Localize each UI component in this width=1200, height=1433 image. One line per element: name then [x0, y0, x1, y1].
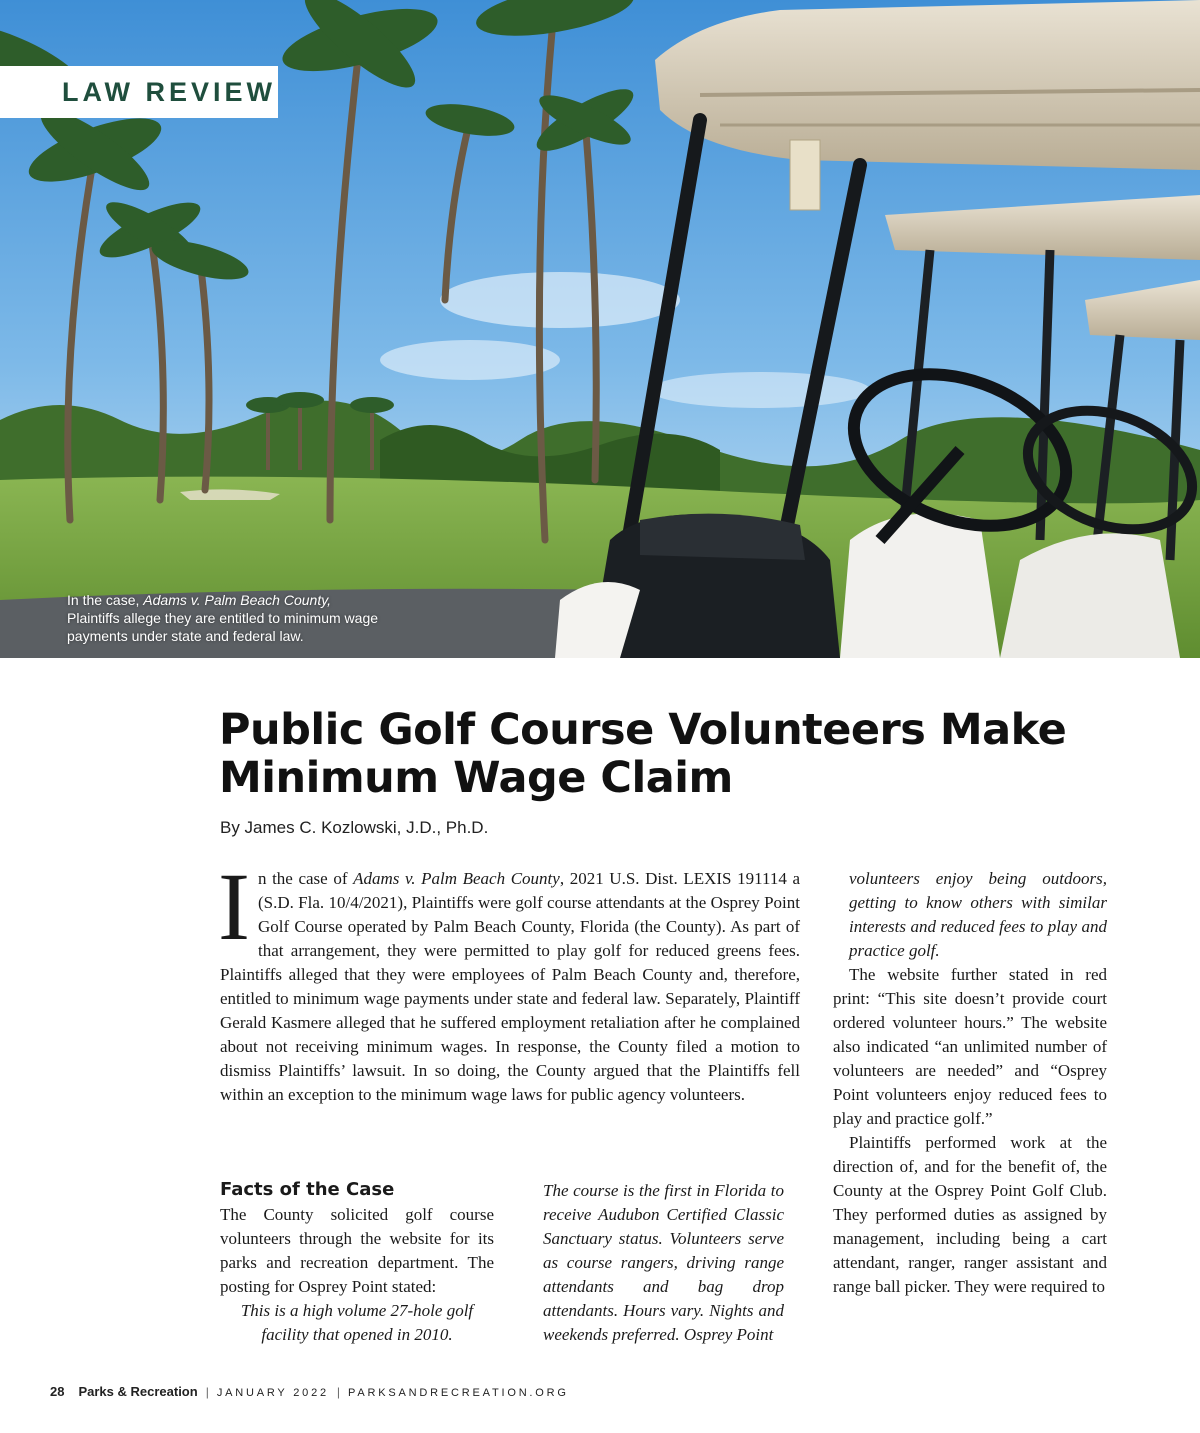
page-number: 28	[50, 1384, 65, 1399]
page-footer	[50, 1384, 569, 1399]
section-label-law-review: LAW REVIEW	[0, 66, 278, 118]
magazine-name: Parks & Recreation	[78, 1384, 198, 1399]
footer-separator: |	[336, 1385, 341, 1399]
caption-rest: Plaintiffs allege they are entitled to minimum wage payments under state and federal law.	[67, 610, 379, 644]
intro-column	[218, 853, 801, 1107]
facts-heading: Facts of the Case	[220, 1179, 395, 1200]
footer-separator: |	[205, 1385, 209, 1399]
work-paragraph: Plaintiffs performed work at the direction of, and for the benefit of, the County at the Osprey Point Golf Club. They performed duties as assigned by management, including being a cart attendant, ranger, ranger assistant and range ball picker. They were required to	[833, 1133, 1107, 1296]
intro-paragraph	[218, 853, 801, 1107]
photo-caption	[67, 591, 387, 645]
posting-quote-end: volunteers enjoy being outdoors, getting to know others with similar interests and reduced fees to play and practice golf.	[849, 869, 1107, 960]
website-paragraph: The website further stated in red print: “This site doesn’t provide court ordered volunteer hours.” The website also indicated “an unlimited number of volunteers are needed” and “Osprey Point volunteers enjoy reduced fees to play and practice golf.”	[833, 965, 1107, 1128]
facts-paragraph: The County solicited golf course volunteers through the website for its parks and recreation department. The posting for Osprey Point stated:	[220, 1205, 494, 1296]
right-column	[833, 867, 1107, 1299]
hero-photo	[0, 0, 1200, 658]
caption-prefix: In the case,	[67, 592, 144, 608]
intro-case-name: Adams v. Palm Beach County	[353, 869, 560, 888]
byline: By James C. Kozlowski, J.D., Ph.D.	[220, 818, 489, 837]
posting-quote-start: This is a high volume 27-hole golf facility that opened in 2010.	[240, 1301, 474, 1344]
intro-text-start: n the case of	[257, 869, 354, 888]
facts-column	[220, 1177, 494, 1347]
intro-text-rest: , 2021 U.S. Dist. LEXIS 191114 a (S.D. Fla. 10/4/2021), Plaintiffs were golf course attendants at the Osprey Point Golf Course operated by Palm Beach County, Florida (the County). As part of that arrangement, they were permitted to play golf for reduced greens fees. Plaintiffs alleged that they were employees of Palm Beach County and, therefore, entitled to minimum wage payments under state and federal law. Separately, Plaintiff Gerald Kasmere alleged that he suffered employment retaliation after he complained about not receiving minimum wages. In response, the County filed a motion to dismiss Plaintiffs’ lawsuit. In so doing, the County argued that the Plaintiffs fell within an exception to the minimum wage laws for public agency volunteers.	[220, 869, 801, 1104]
issue-date: JANUARY 2022	[216, 1387, 329, 1399]
drop-cap: I	[218, 853, 250, 960]
caption-case-name: Adams v. Palm Beach County,	[143, 592, 332, 608]
article-title: Public Golf Course Volunteers Make Minimum Wage Claim	[219, 705, 1067, 803]
quote-column	[543, 1179, 784, 1347]
website-link[interactable]: PARKSANDRECREATION.ORG	[348, 1387, 569, 1399]
posting-quote-middle: The course is the first in Florida to receive Audubon Certified Classic Sanctuary status. Volunteers serve as course rangers, driving range attendants and bag drop attendants. Hours vary. Nights and weekends preferred. Osprey Point	[543, 1181, 784, 1344]
